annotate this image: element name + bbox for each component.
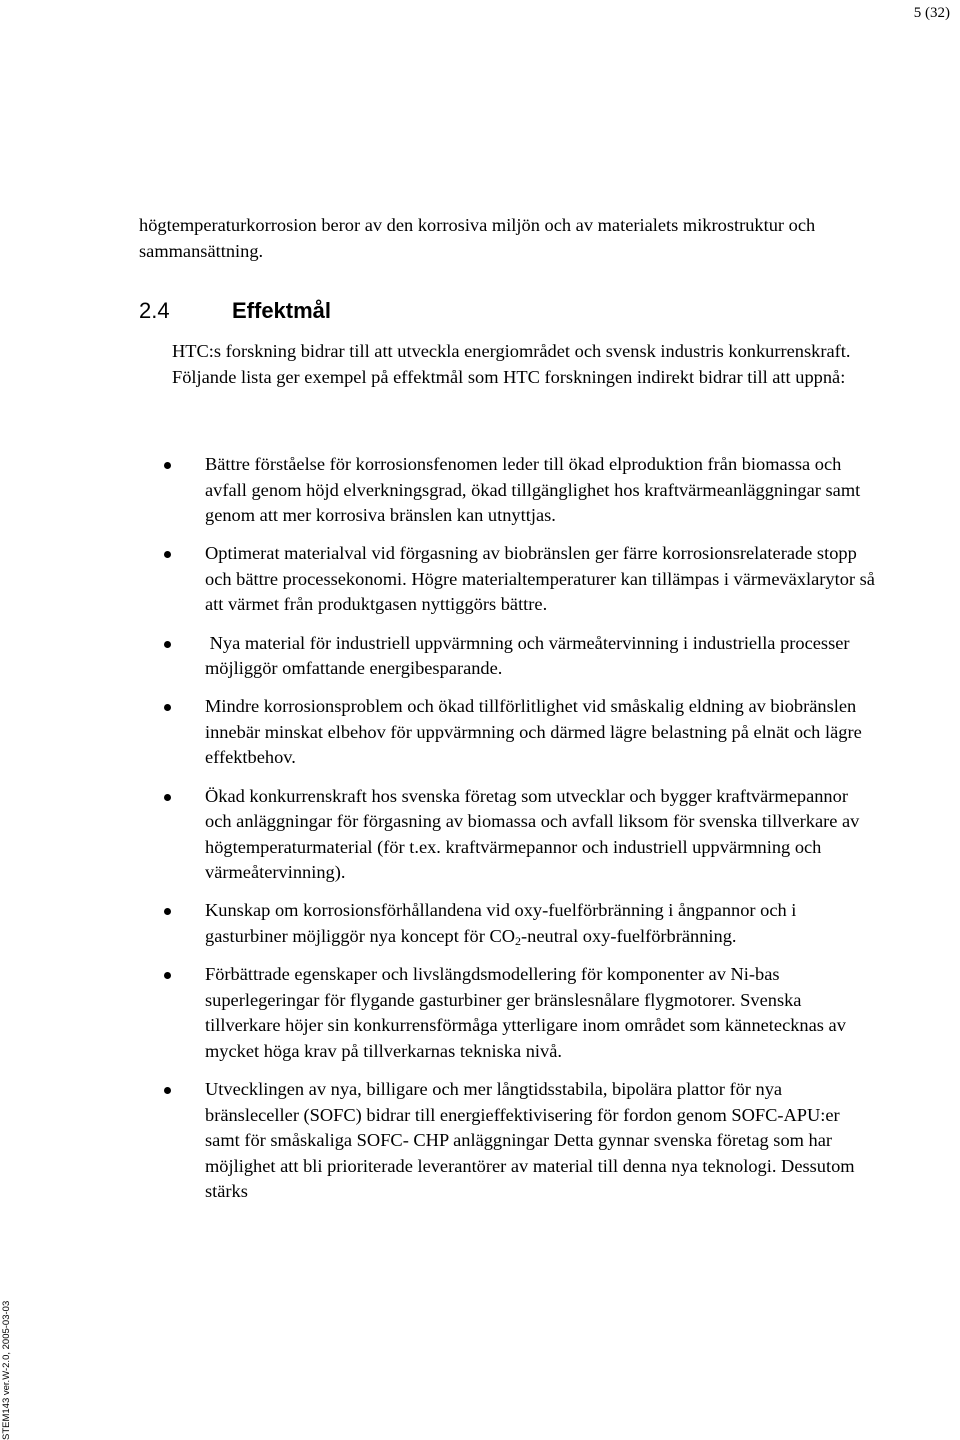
section-title: Effektmål	[232, 298, 332, 323]
bullet-icon	[164, 794, 171, 801]
list-item	[164, 898, 876, 949]
lead-paragraph: HTC:s forskning bidrar till att utveckla energiområdet och svensk industris konkurrenskraft. Följande lista ger exempel på effektmål som HTC forskningen indirekt bidrar till att uppnå:	[172, 341, 851, 387]
section-heading	[139, 296, 331, 326]
bullet-icon	[164, 641, 171, 648]
list-item	[164, 541, 876, 618]
list-item-text-part: Kunskap om korrosionsförhållandena vid oxy-fuelförbränning i ångpannor och i gasturbiner möjliggör nya koncept för CO	[205, 900, 797, 946]
bullet-icon	[164, 462, 171, 469]
list-item	[164, 694, 876, 771]
bullet-icon	[164, 704, 171, 711]
list-item	[164, 631, 876, 682]
bullet-icon	[164, 908, 171, 915]
list-item-text: Optimerat materialval vid förgasning av biobränslen ger färre korrosionsrelaterade stopp och bättre processekonomi. Högre materialtemperaturer kan tillämpas i värmeväxlarytor så att värmet från produktgasen nyttiggörs bättre.	[205, 543, 875, 615]
list-item	[164, 962, 876, 1064]
list-item-text: Utvecklingen av nya, billigare och mer långtidsstabila, bipolära plattor för nya bränsleceller (SOFC) bidrar till energieffektivisering för fordon genom SOFC-APU:er samt för småskaliga SOFC- CHP anläggningar Detta gynnar svenska företag som har möjlighet att bli prioriterade leverantörer av material till denna nya teknologi. Dessutom stärks	[205, 1079, 855, 1202]
list-item-text: Förbättrade egenskaper och livslängdsmodellering för komponenter av Ni-bas superlegeringar för flygande gasturbiner ger bränslesnålare flygmotorer. Svenska tillverkare höjer sin konkurrensförmåga ytterligare inom området som kännetecknas av mycket höga krav på tillverkarnas tekniska nivå.	[205, 964, 846, 1061]
list-item-text: Nya material för industriell uppvärmning och värmeåtervinning i industriella processer möjliggör omfattande energibesparande.	[205, 632, 855, 679]
list-item	[164, 1077, 876, 1205]
list-item-text: Bättre förståelse för korrosionsfenomen leder till ökad elproduktion från biomassa och avfall genom höjd elverkningsgrad, ökad tillgänglighet hos kraftvärmeanläggningar samt genom att mer korrosiva bränslen kan utnyttjas.	[205, 454, 861, 525]
intro-paragraph: högtemperaturkorrosion beror av den korrosiva miljön och av materialets mikrostruktur och sammansättning.	[139, 215, 816, 261]
bullet-icon	[164, 972, 171, 979]
list-item-text: Mindre korrosionsproblem och ökad tillförlitlighet vid småskalig eldning av biobränslen innebär minskat elbehov för uppvärmning och därmed lägre belastning på elnät och lägre effektbehov.	[205, 696, 862, 768]
list-item	[164, 452, 876, 529]
page-number: 5 (32)	[913, 5, 950, 21]
bullet-icon	[164, 551, 171, 558]
effect-goals-list	[164, 452, 876, 1217]
list-item	[164, 784, 876, 886]
section-number: 2.4	[139, 298, 170, 323]
bullet-icon	[164, 1087, 171, 1094]
document-version-stamp: STEM143 ver.W-2.0, 2005-03-03	[1, 1300, 12, 1440]
list-item-text-part: -neutral oxy-fuelförbränning.	[521, 925, 737, 946]
subscript-two: 2	[515, 933, 522, 948]
list-item-text: Ökad konkurrenskraft hos svenska företag som utvecklar och bygger kraftvärmepannor och anläggningar för förgasning av biomassa och avfall liksom för svenska tillverkare av högtemperaturmaterial (för t.ex. kraftvärmepannor och industriell uppvärmning och värmeåtervinning).	[205, 785, 860, 883]
list-item-text	[205, 900, 796, 946]
